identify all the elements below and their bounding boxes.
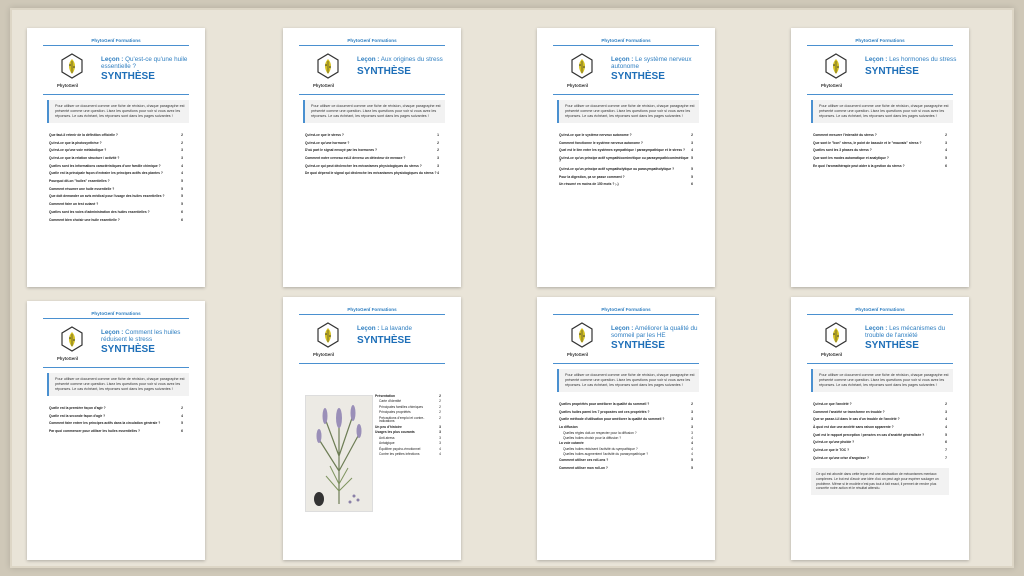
toc-page-number: 6 (691, 182, 693, 187)
toc-row[interactable] (813, 403, 947, 406)
intro-box: Pour utiliser ce document comme une fiche de révision, chaque paragraphe est présenté comme une question. Lisez les questions pour voir si vous avez les réponses. Le cas échéant, les réponses sont dans les pages suivantes ! (811, 100, 953, 123)
logo-text: PhytoGenÏ (57, 356, 78, 361)
toc-row[interactable] (559, 467, 693, 470)
lesson-header (791, 315, 969, 363)
toc-row[interactable] (305, 157, 439, 160)
toc-row[interactable] (49, 188, 183, 191)
toc-row[interactable] (375, 426, 441, 429)
toc-question: Qu'est-ce que la photosynthèse ? (49, 140, 102, 145)
toc-page-number: 4 (945, 425, 947, 430)
synthese-heading: SYNTHÈSE (357, 335, 411, 346)
toc-question: De quoi dépend le signal qui déclenche les mécanismes physiologiques du stress ? (305, 171, 437, 176)
toc-row[interactable] (375, 448, 441, 451)
table-of-contents (49, 407, 183, 433)
lesson-title (357, 57, 453, 64)
toc-row[interactable] (305, 165, 439, 168)
lesson-name: Aux origines du stress (380, 56, 443, 63)
toc-page-number: 5 (691, 174, 693, 179)
toc-row[interactable] (49, 430, 183, 433)
document-page-5[interactable] (27, 301, 205, 560)
toc-page-number: 2 (439, 399, 441, 404)
toc-question: Qu'est-ce qu'une hormone ? (305, 140, 350, 145)
lesson-name: Les mécanismes du trouble de l'anxiété (865, 325, 946, 339)
toc-row[interactable] (813, 449, 947, 452)
toc-question: La voie cutanée (559, 441, 584, 446)
toc-page-number: 2 (945, 132, 947, 137)
lesson-title (101, 330, 197, 344)
toc-row[interactable] (559, 453, 693, 456)
toc-question: Pourquoi dit-on "huiles" essentielles ? (49, 179, 110, 184)
toc-page-number: 1 (437, 132, 439, 137)
toc-page-number: 3 (691, 430, 693, 435)
toc-question: Que sont le "bon" stress, le point de bascule et le "mauvais" stress ? (813, 140, 922, 145)
toc-row[interactable] (49, 180, 183, 183)
lesson-header (283, 315, 461, 363)
toc-page-number: 5 (181, 421, 183, 426)
toc-question: Comment utiliser mon roll-on ? (559, 465, 608, 470)
toc-page-number: 4 (691, 441, 693, 446)
toc-question: Quelle est la principale façon d'extraire les principes actifs des plantes ? (49, 171, 163, 176)
toc-question: Quel est le lien entre les systèmes sympathique / parasympathique et le stress ? (559, 148, 686, 153)
toc-question: Carte d'identité (379, 399, 402, 404)
intro-box: Pour utiliser ce document comme une fiche de révision, chaque paragraphe est présenté comme une question. Lisez les questions pour voir si vous avez les réponses. Le cas échéant, les réponses sont dans les pages suivantes ! (811, 369, 953, 392)
toc-question: Comment bien choisir une huile essentielle ? (49, 217, 120, 222)
toc-page-number: 3 (439, 430, 441, 435)
logo-text: PhytoGenÏ (57, 83, 78, 88)
phytogeni-logo-icon (825, 53, 847, 85)
synthese-heading: SYNTHÈSE (865, 340, 919, 351)
toc-page-number: 3 (437, 163, 439, 168)
toc-row[interactable] (49, 415, 183, 418)
toc-question: Que faut-il retenir de la définition officielle ? (49, 132, 118, 137)
toc-row[interactable] (305, 142, 439, 145)
lesson-title (357, 326, 453, 333)
toc-row[interactable] (813, 157, 947, 160)
document-page-4[interactable] (791, 28, 969, 287)
toc-page-number: 5 (181, 194, 183, 199)
toc-question: Qu'est-ce que le stress ? (305, 132, 344, 137)
toc-question: Contre les petites infections (379, 452, 420, 457)
lesson-header (27, 46, 205, 94)
toc-question: Principales propriétés (379, 410, 411, 415)
toc-question: Qu'est-ce qu'une crise d'angoisse ? (813, 455, 870, 460)
phytogeni-logo-icon (61, 326, 83, 358)
toc-row[interactable] (49, 157, 183, 160)
table-of-contents (305, 134, 439, 176)
toc-page-number: 5 (181, 186, 183, 191)
toc-page-number: 3 (437, 156, 439, 161)
phytogeni-logo-icon (317, 53, 339, 85)
toc-page-number: 6 (945, 163, 947, 168)
toc-row[interactable] (559, 134, 693, 137)
lesson-title (611, 326, 707, 340)
toc-row[interactable] (813, 457, 947, 460)
toc-question: Quelles huiles réduisent l'activité du sympathique ? (563, 446, 638, 451)
toc-question: Que sont les modes automatique et analytique ? (813, 156, 889, 161)
toc-row[interactable] (559, 459, 693, 462)
phytogeni-logo-icon (825, 322, 847, 354)
header-rule-bottom (553, 94, 699, 95)
lesson-title (865, 326, 961, 340)
phytogeni-logo-icon (317, 322, 339, 354)
toc-question: Comment résumer une huile essentielle ? (49, 186, 115, 191)
lesson-prefix: Leçon : (865, 325, 888, 332)
toc-page-number: 4 (945, 417, 947, 422)
toc-page-number: 2 (439, 394, 441, 398)
header-rule-bottom (553, 363, 699, 364)
toc-row[interactable] (305, 172, 439, 175)
toc-row[interactable] (559, 157, 693, 164)
synthese-heading: SYNTHÈSE (611, 340, 665, 351)
intro-box: Pour utiliser ce document comme une fiche de révision, chaque paragraphe est présenté comme une question. Lisez les questions pour voir si vous avez les réponses. Le cas échéant, les réponses sont dans les pages suivantes ! (47, 100, 189, 123)
toc-row[interactable] (375, 411, 441, 414)
toc-row[interactable] (813, 149, 947, 152)
toc-page-number: 2 (439, 404, 441, 409)
lesson-header (27, 319, 205, 367)
toc-question: Qu'est-ce qu'un principe actif sympatholytique ou parasympatholytique ? (559, 167, 675, 171)
toc-question: Que se passe-t-il dans le cas d'un trouble de l'anxiété ? (813, 417, 900, 422)
toc-row[interactable] (375, 453, 441, 456)
toc-question: Antalgique (379, 441, 395, 446)
toc-page-number: 5 (691, 156, 693, 161)
toc-question: Un peu d'histoire (375, 424, 402, 429)
lesson-prefix: Leçon : (611, 325, 634, 332)
toc-row[interactable] (559, 437, 693, 440)
toc-page-number: 6 (181, 209, 183, 214)
document-page-7[interactable] (537, 297, 715, 560)
toc-page-number: 3 (181, 156, 183, 161)
toc-page-number: 6 (945, 440, 947, 445)
logo-text: PhytoGenÏ (821, 352, 842, 357)
toc-question: Quelle méthode d'utilisation pour améliorer la qualité du sommeil ? (559, 417, 665, 422)
logo-text: PhytoGenÏ (567, 83, 588, 88)
toc-question: À quoi est due une anxiété sans raison apparente ? (813, 425, 894, 430)
toc-question: Comment mesurer l'intensité du stress ? (813, 132, 877, 137)
toc-question: Qu'est-ce qu'une voie métabolique ? (49, 148, 107, 153)
lesson-prefix: Leçon : (357, 56, 380, 63)
brand-title: PhytoGenÏ Formations (91, 38, 141, 43)
toc-question: Comment notre cerveau est-il devenu un détecteur de menace ? (305, 156, 406, 161)
toc-row[interactable] (375, 395, 441, 398)
toc-row[interactable] (49, 165, 183, 168)
toc-row[interactable] (375, 437, 441, 440)
document-page-3[interactable] (537, 28, 715, 287)
lavender-plant-illustration (305, 395, 373, 512)
toc-row[interactable] (559, 442, 693, 445)
toc-page-number: 4 (181, 413, 183, 418)
toc-question: Quelle est la première façon d'agir ? (49, 405, 106, 410)
toc-row[interactable] (559, 411, 693, 414)
lesson-title (865, 57, 961, 64)
lesson-title (101, 57, 197, 71)
header-rule-bottom (807, 363, 953, 364)
toc-page-number: 2 (691, 132, 693, 137)
logo-text: PhytoGenÏ (567, 352, 588, 357)
toc-row[interactable] (813, 418, 947, 421)
toc-question: Qu'est-ce que l'anxiété ? (813, 401, 852, 406)
toc-row[interactable] (559, 142, 693, 145)
toc-page-number: 5 (691, 167, 693, 171)
logo-text: PhytoGenÏ (821, 83, 842, 88)
toc-row[interactable] (49, 407, 183, 410)
toc-row[interactable] (813, 134, 947, 137)
toc-question: Quelles propriétés pour améliorer la qualité du sommeil ? (559, 401, 650, 406)
lesson-title (611, 57, 707, 71)
intro-box: Pour utiliser ce document comme une fiche de révision, chaque paragraphe est présenté comme une question. Lisez les questions pour voir si vous avez les réponses. Le cas échéant, les réponses sont dans les pages suivantes ! (557, 100, 699, 123)
lesson-header (537, 315, 715, 363)
toc-question: Quelles sont les informations caractéristiques d'une famille chimique ? (49, 163, 161, 168)
toc-row[interactable] (49, 149, 183, 152)
document-page-2[interactable] (283, 28, 461, 287)
table-of-contents (375, 395, 441, 459)
toc-question: Comment l'anxiété se transforme en trouble ? (813, 409, 885, 414)
toc-page-number: 3 (945, 409, 947, 414)
toc-page-number: 5 (945, 432, 947, 437)
header-rule-bottom (807, 94, 953, 95)
toc-page-number: 3 (181, 148, 183, 153)
brand-title: PhytoGenÏ Formations (91, 311, 141, 316)
synthese-heading: SYNTHÈSE (865, 66, 919, 77)
toc-page-number: 3 (439, 424, 441, 429)
toc-page-number: 4 (691, 148, 693, 153)
toc-page-number: 3 (691, 417, 693, 422)
lesson-header (791, 46, 969, 94)
toc-question: D'où part le signal envoyé par les hormones ? (305, 148, 378, 153)
logo-text: PhytoGenÏ (313, 352, 334, 357)
lesson-name: Améliorer la qualité du sommeil par les HE (611, 325, 698, 339)
toc-page-number: 3 (691, 140, 693, 145)
toc-row[interactable] (813, 142, 947, 145)
toc-question: Qu'est-ce que le système nerveux autonome ? (559, 132, 632, 137)
table-of-contents (49, 134, 183, 222)
toc-page-number: 4 (181, 171, 183, 176)
note-box: Ce qui est abordé dans cette leçon est une abstraction de mécanismes mentaux complexes. Le but est d'avoir une idée d'où on peut agir pour espérer soulager un problème. Même si le modèle n'est pas tout à fait exact, il permet de rendre plus concrète notre action et le résultat attendu. (811, 468, 949, 495)
intro-box: Pour utiliser ce document comme une fiche de révision, chaque paragraphe est présenté comme une question. Lisez les questions pour voir si vous avez les réponses. Le cas échéant, les réponses sont dans les pages suivantes ! (47, 373, 189, 396)
phytogeni-logo-icon (571, 322, 593, 354)
logo-text: PhytoGenÏ (313, 83, 334, 88)
lesson-prefix: Leçon : (101, 56, 124, 63)
toc-page-number: 3 (691, 425, 693, 430)
toc-page-number: 5 (691, 457, 693, 462)
toc-page-number: 5 (691, 465, 693, 470)
toc-row[interactable] (559, 176, 693, 179)
synthese-heading: SYNTHÈSE (101, 71, 155, 82)
brand-title: PhytoGenÏ Formations (855, 38, 905, 43)
toc-row[interactable] (559, 403, 693, 406)
toc-page-number: 2 (181, 132, 183, 137)
toc-page-number: 4 (437, 171, 439, 176)
lesson-prefix: Leçon : (357, 325, 380, 332)
table-of-contents (559, 403, 693, 470)
toc-row[interactable] (813, 441, 947, 444)
toc-question: Quelle est la seconde façon d'agir ? (49, 413, 106, 418)
toc-page-number: 5 (181, 202, 183, 207)
toc-question: Quelles sont les voies d'administration des huiles essentielles ? (49, 209, 150, 214)
toc-question: Comment faire un test cutané ? (49, 202, 99, 207)
toc-question: Usages les plus courants (375, 430, 415, 435)
toc-page-number: 5 (945, 156, 947, 161)
toc-row[interactable] (49, 203, 183, 206)
toc-question: En quoi l'aromathérapie peut aider à la gestion du stress ? (813, 163, 905, 168)
lesson-name: Comment les huiles réduisent le stress (101, 329, 181, 343)
lesson-name: Les hormones du stress (889, 56, 957, 63)
table-of-contents (813, 403, 947, 460)
toc-page-number: 3 (691, 409, 693, 414)
toc-row[interactable] (49, 172, 183, 175)
toc-question: Quelles huiles parmi les 7 proposées ont ces propriétés ? (559, 409, 650, 414)
header-rule-bottom (299, 363, 445, 364)
toc-question: Quelles huiles choisir pour la diffusion ? (563, 435, 622, 440)
toc-question: Précautions d'emploi et contre-indications (379, 415, 425, 424)
toc-question: Comment faire entrer les principes actifs dans la circulation générale ? (49, 421, 161, 426)
lesson-prefix: Leçon : (865, 56, 888, 63)
toc-row[interactable] (375, 431, 441, 434)
document-page-6[interactable] (283, 297, 461, 560)
toc-question: Quelles règles doit-on respecter pour la diffusion ? (563, 430, 637, 435)
toc-question: Comment fonctionne le système nerveux autonome ? (559, 140, 643, 145)
toc-page-number: 4 (691, 446, 693, 451)
toc-page-number: 3 (945, 140, 947, 145)
brand-title: PhytoGenÏ Formations (347, 38, 397, 43)
toc-question: Qu'est-ce qu'un principe actif sympathicomimétique ou parasympathicomimétique ? (559, 156, 689, 164)
toc-row[interactable] (49, 211, 183, 214)
toc-question: Principales familles chimiques (379, 404, 423, 409)
toc-page-number: 6 (181, 429, 183, 434)
toc-page-number: 2 (181, 140, 183, 145)
toc-row[interactable] (813, 411, 947, 414)
toc-row[interactable] (375, 417, 441, 424)
toc-question: Présentation (375, 394, 395, 398)
toc-page-number: 2 (437, 140, 439, 145)
toc-page-number: 4 (181, 163, 183, 168)
toc-page-number: 3 (439, 435, 441, 440)
toc-row[interactable] (813, 434, 947, 437)
table-of-contents (559, 134, 693, 187)
toc-row[interactable] (559, 432, 693, 435)
toc-page-number: 2 (691, 401, 693, 406)
header-rule-bottom (43, 367, 189, 368)
toc-question: Quelles huiles augmentent l'activité du parasympathique ? (563, 452, 649, 457)
toc-page-number: 7 (945, 448, 947, 453)
header-rule-bottom (43, 94, 189, 95)
toc-question: Qu'est-ce que le TOC ? (813, 448, 850, 453)
toc-page-number: 2 (437, 148, 439, 153)
toc-row[interactable] (559, 149, 693, 152)
toc-page-number: 7 (945, 455, 947, 460)
toc-question: Qu'est-ce que la relation structure / activité ? (49, 156, 120, 161)
toc-page-number: 2 (181, 405, 183, 410)
synthese-heading: SYNTHÈSE (101, 344, 155, 355)
toc-row[interactable] (49, 142, 183, 145)
toc-page-number: 4 (945, 148, 947, 153)
toc-page-number: 4 (691, 435, 693, 440)
intro-box: Pour utiliser ce document comme une fiche de révision, chaque paragraphe est présenté comme une question. Lisez les questions pour voir si vous avez les réponses. Le cas échéant, les réponses sont dans les pages suivantes ! (557, 369, 699, 392)
toc-question: Un résumé en moins de 150 mots ? ;-) (559, 182, 619, 187)
toc-row[interactable] (559, 426, 693, 429)
toc-question: Quelles sont les 3 phases du stress ? (813, 148, 872, 153)
toc-page-number: 4 (439, 446, 441, 451)
synthese-heading: SYNTHÈSE (357, 66, 411, 77)
toc-question: Équilibre psycho-émotionnel (379, 446, 421, 451)
toc-question: Comment utiliser ces roll-ons ? (559, 457, 609, 462)
toc-question: La diffusion (559, 425, 578, 430)
toc-row[interactable] (559, 183, 693, 186)
toc-question: Qu'est-ce qui peut déclencher les mécanismes physiologiques du stress ? (305, 163, 422, 168)
toc-row[interactable] (813, 426, 947, 429)
toc-question: Qu'est-ce qu'une phobie ? (813, 440, 855, 445)
toc-row[interactable] (49, 422, 183, 425)
document-page-8[interactable] (791, 297, 969, 560)
lesson-name: Qu'est-ce qu'une huile essentielle ? (101, 56, 188, 70)
phytogeni-logo-icon (571, 53, 593, 85)
lesson-name: Le système nerveux autonome (611, 56, 692, 70)
toc-question: Que doit demander un avis médical pour l'usage des huiles essentielles ? (49, 194, 165, 199)
toc-row[interactable] (559, 448, 693, 451)
toc-row[interactable] (305, 149, 439, 152)
toc-row[interactable] (375, 400, 441, 403)
toc-page-number: 2 (439, 415, 441, 420)
intro-box: Pour utiliser ce document comme une fiche de révision, chaque paragraphe est présenté comme une question. Lisez les questions pour voir si vous avez les réponses. Le cas échéant, les réponses sont dans les pages suivantes ! (303, 100, 445, 123)
toc-page-number: 3 (439, 441, 441, 446)
header-rule-bottom (299, 94, 445, 95)
toc-row[interactable] (49, 219, 183, 222)
toc-question: Quel est le rapport perception / pensées en cas d'anxiété généralisée ? (813, 432, 925, 437)
synthese-heading: SYNTHÈSE (611, 71, 665, 82)
toc-row[interactable] (49, 134, 183, 137)
toc-row[interactable] (49, 195, 183, 198)
toc-page-number: 2 (945, 401, 947, 406)
toc-row[interactable] (375, 406, 441, 409)
toc-row[interactable] (305, 134, 439, 137)
brand-title: PhytoGenÏ Formations (601, 38, 651, 43)
toc-question: Pour la digestion, ça se passe comment ? (559, 174, 625, 179)
toc-page-number: 6 (181, 217, 183, 222)
brand-title: PhytoGenÏ Formations (855, 307, 905, 312)
toc-page-number: 4 (691, 452, 693, 457)
lesson-prefix: Leçon : (101, 329, 124, 336)
lesson-header (283, 46, 461, 94)
toc-row[interactable] (559, 418, 693, 421)
brand-title: PhytoGenÏ Formations (347, 307, 397, 312)
toc-row[interactable] (375, 442, 441, 445)
toc-row[interactable] (813, 165, 947, 168)
toc-row[interactable] (559, 168, 693, 171)
toc-page-number: 4 (439, 452, 441, 457)
toc-page-number: 5 (181, 179, 183, 184)
toc-page-number: 2 (439, 410, 441, 415)
brand-title: PhytoGenÏ Formations (601, 307, 651, 312)
lesson-name: La lavande (381, 325, 412, 332)
toc-question: Par quoi commencer pour utiliser les huiles essentielles ? (49, 429, 141, 434)
table-of-contents (813, 134, 947, 168)
lesson-prefix: Leçon : (611, 56, 634, 63)
phytogeni-logo-icon (61, 53, 83, 85)
lesson-header (537, 46, 715, 94)
document-page-1[interactable] (27, 28, 205, 287)
toc-question: Anti-stress (379, 435, 395, 440)
